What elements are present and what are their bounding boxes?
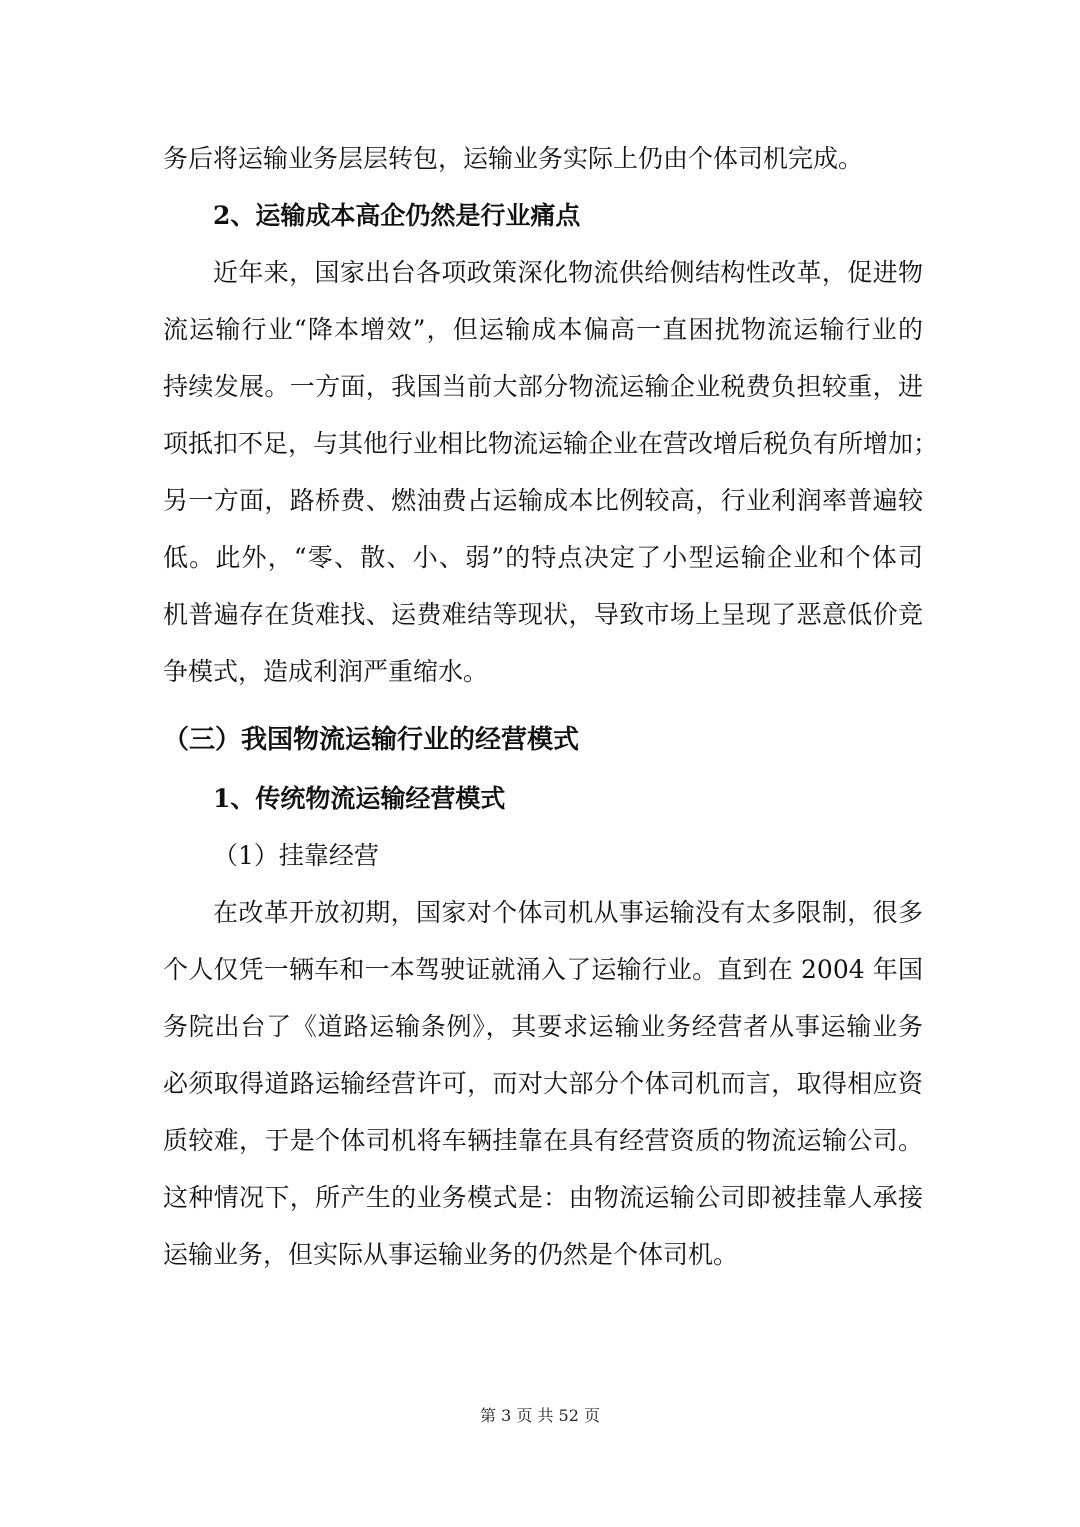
- paragraph-line: 低。此外，“零、散、小、弱”的特点决定了小型运输企业和个体司: [163, 543, 923, 572]
- heading-traditional-mode: 1、传统物流运输经营模式: [213, 784, 506, 813]
- heading-section-3: （三）我国物流运输行业的经营模式: [163, 725, 580, 755]
- paragraph-line: 持续发展。一方面，我国当前大部分物流运输企业税费负担较重，进: [163, 372, 923, 401]
- paragraph-line: 必须取得道路运输经营许可，而对大部分个体司机而言，取得相应资: [163, 1069, 923, 1098]
- paragraph-line: 这种情况下，所产生的业务模式是：由物流运输公司即被挂靠人承接: [163, 1183, 923, 1212]
- paragraph-line: 务院出台了《道路运输条例》，其要求运输业务经营者从事运输业务: [163, 1012, 923, 1041]
- heading-affiliation: （1）挂靠经营: [213, 841, 379, 870]
- paragraph-line: 机普遍存在货难找、运费难结等现状，导致市场上呈现了恶意低价竞: [163, 600, 923, 629]
- paragraph-line: 项抵扣不足，与其他行业相比物流运输企业在营改增后税负有所增加；: [163, 429, 939, 458]
- paragraph-line: 个人仅凭一辆车和一本驾驶证就涌入了运输行业。直到在 2004 年国: [163, 955, 923, 984]
- page-number-footer: 第 3 页 共 52 页: [480, 1406, 600, 1425]
- paragraph-line: 争模式，造成利润严重缩水。: [163, 657, 489, 686]
- paragraph-line: 流运输行业“降本增效”，但运输成本偏高一直困扰物流运输行业的: [163, 315, 923, 344]
- paragraph-line: 在改革开放初期，国家对个体司机从事运输没有太多限制，很多: [213, 898, 923, 927]
- paragraph-line: 运输业务，但实际从事运输业务的仍然是个体司机。: [163, 1240, 739, 1269]
- paragraph-line: 近年来，国家出台各项政策深化物流供给侧结构性改革，促进物: [213, 258, 923, 287]
- heading-transport-cost: 2、运输成本高企仍然是行业痛点: [213, 201, 581, 230]
- paragraph-line: 质较难，于是个体司机将车辆挂靠在具有经营资质的物流运输公司。: [163, 1126, 923, 1155]
- paragraph-line: 另一方面，路桥费、燃油费占运输成本比例较高，行业利润率普遍较: [163, 486, 923, 515]
- paragraph-line: 务后将运输业务层层转包，运输业务实际上仍由个体司机完成。: [163, 144, 864, 173]
